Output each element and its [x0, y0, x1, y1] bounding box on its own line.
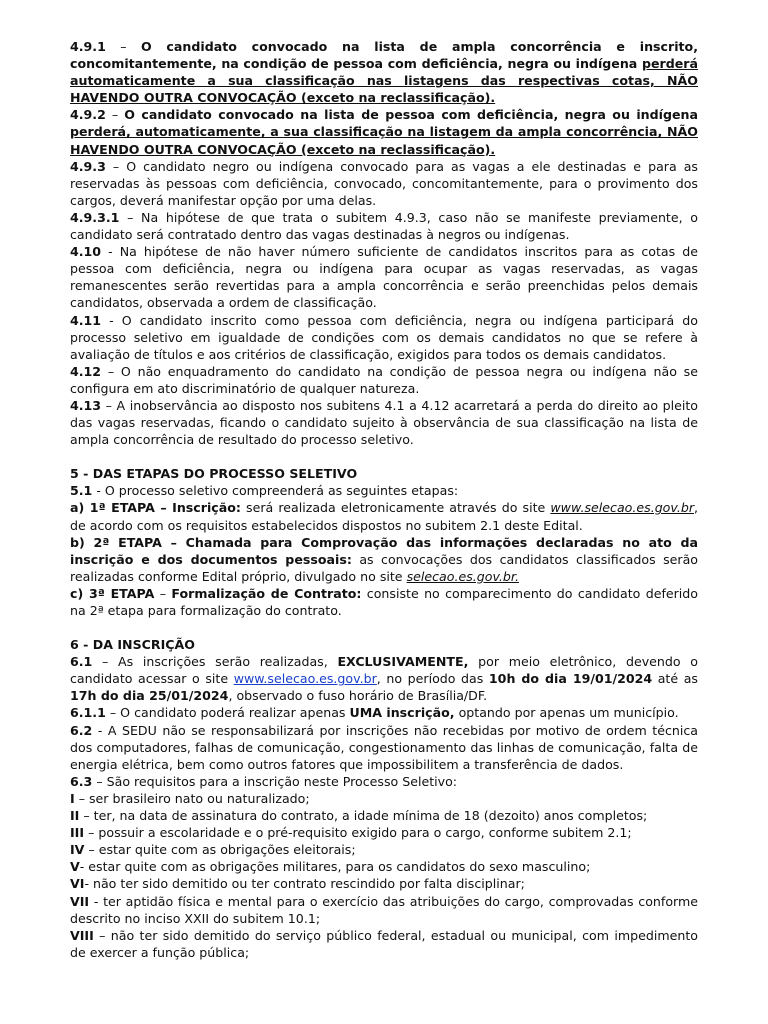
heading-text: 6 - DA INSCRIÇÃO: [70, 637, 195, 653]
paragraph-6-2: [70, 722, 698, 773]
paragraph-text: – A inobservância ao disposto nos subitens 4.1 a 4.12 acarretará a perda do direito ao pleito das vagas reservadas, ficando o candidato sujeito à observância de sua classificação na lista de ampla concorrência de resultado do processo seletivo.: [70, 397, 698, 448]
item-number: 6.2: [70, 722, 93, 738]
paragraph-text: – Na hipótese de que trata o subitem 4.9.3, caso não se manifeste previamente, o candidato será contratado dentro das vagas destinadas à negros ou indígenas.: [70, 209, 698, 243]
roman-numeral: VI: [70, 876, 85, 892]
dash: –: [105, 39, 141, 54]
item-label: c) 3ª ETAPA: [70, 585, 155, 601]
paragraph-text: - O candidato inscrito como pessoa com deficiência, negra ou indígena participará do processo seletivo em igualdade de condições com os demais candidatos no que se refere à avaliação de títulos e aos critérios de classificação, exigidos para todos os demais candidatos.: [70, 312, 698, 362]
paragraph-text: , observado o fuso horário de Brasília/DF.: [228, 688, 488, 704]
bold-text: 17h do dia 25/01/2024: [70, 688, 229, 704]
roman-numeral: I: [70, 790, 75, 806]
requirement-text: – não ter sido demitido do serviço público federal, estadual ou municipal, com impedimento de exercer a função pública;: [70, 927, 698, 960]
item-number: 4.9.3: [70, 158, 106, 174]
paragraph-5-1-b: [70, 534, 698, 585]
requirement-item: [70, 824, 698, 841]
item-number: 6.3: [70, 773, 93, 789]
site-link[interactable]: www.selecao.es.gov.br: [550, 500, 694, 516]
paragraph-6-3: [70, 773, 698, 790]
requirement-item: [70, 841, 698, 858]
paragraph-text: por meio eletrônico, devendo o candidato acessar o site: [70, 654, 698, 687]
paragraph-5-1: [70, 482, 698, 499]
roman-numeral: VIII: [70, 927, 94, 943]
paragraph-4-9-1: [70, 38, 698, 106]
requirement-text: - ter aptidão física e mental para o exercício das atribuições do cargo, comprovadas conforme descrito no inciso XXII do subitem 10.1;: [70, 893, 698, 926]
paragraph-6-1: [70, 653, 698, 704]
paragraph-text: – O não enquadramento do candidato na condição de pessoa negra ou indígena não se configura em ato discriminatório de qualquer natureza.: [70, 363, 698, 396]
paragraph-text: será realizada eletronicamente através do site: [240, 500, 551, 516]
section-5-heading: [70, 465, 698, 482]
item-label: a) 1ª ETAPA – Inscrição:: [70, 500, 241, 516]
item-number: 4.9.3.1: [70, 209, 120, 225]
roman-numeral: II: [70, 808, 80, 824]
item-number: 4.10: [70, 244, 102, 260]
paragraph-text: optando por apenas um município.: [454, 705, 679, 721]
paragraph-text: , no período das: [376, 671, 489, 687]
paragraph-text: – São requisitos para a inscrição neste Processo Seletivo:: [92, 773, 458, 789]
requirement-item: [70, 875, 698, 892]
section-6-heading: [70, 636, 698, 653]
bold-underlined-text: perderá automaticamente a sua classificação nas listagens das respectivas cotas, NÃO HAVENDO OUTRA CONVOCAÇÃO (exceto na reclassificação).: [70, 56, 698, 106]
item-number: 4.9.2: [70, 107, 106, 123]
item-number: 6.1.1: [70, 705, 106, 721]
bold-underlined-text: perderá, automaticamente, a sua classificação na listagem da ampla concorrência, NÃO HAVENDO OUTRA CONVOCAÇÃO (exceto na reclassificação).: [70, 124, 698, 157]
paragraph-text: – O candidato poderá realizar apenas: [105, 705, 350, 721]
paragraph-4-10: [70, 243, 698, 311]
dash: –: [154, 585, 172, 601]
paragraph-4-9-2: [70, 106, 698, 157]
paragraph-text: – As inscrições serão realizadas,: [92, 654, 338, 670]
item-number: 5.1: [70, 483, 93, 499]
requirement-item: [70, 893, 698, 927]
paragraph-4-9-3-1: [70, 209, 698, 243]
requirement-item: [70, 858, 698, 875]
requirement-text: – ter, na data de assinatura do contrato, a idade mínima de 18 (dezoito) anos completos;: [79, 808, 648, 824]
paragraph-5-1-a: [70, 499, 698, 533]
paragraph-text: - O processo seletivo compreenderá as seguintes etapas:: [92, 483, 459, 499]
bold-text: EXCLUSIVAMENTE,: [337, 654, 469, 670]
item-number: 6.1: [70, 654, 93, 670]
bold-text: O candidato convocado na lista de ampla concorrência e inscrito, concomitantemente, na condição de pessoa com deficiência, negra ou indígena: [70, 39, 698, 72]
roman-numeral: V: [70, 859, 80, 875]
roman-numeral: VII: [70, 893, 90, 909]
roman-numeral: III: [70, 825, 85, 841]
requirement-text: – possuir a escolaridade e o pré-requisito exigido para o cargo, conforme subitem 2.1;: [84, 825, 632, 841]
site-link[interactable]: selecao.es.gov.br.: [406, 568, 519, 584]
paragraph-text: , de acordo com os requisitos estabelecidos dispostos no subitem 2.1 deste Edital.: [70, 500, 699, 533]
item-label: b) 2ª ETAPA – Chamada para Comprovação das informações declaradas no ato da inscrição e dos documentos pessoais:: [70, 534, 698, 567]
bold-text: O candidato convocado na lista de pessoa com deficiência, negra ou indígena: [124, 107, 698, 123]
dash: –: [105, 107, 125, 123]
paragraph-text: as convocações dos candidatos classificados serão realizadas conforme Edital próprio, divulgado no site: [70, 551, 699, 584]
item-number: 4.9.1: [70, 39, 106, 54]
requirement-item: [70, 927, 698, 961]
paragraph-text: até as: [652, 671, 698, 687]
item-number: 4.13: [70, 397, 102, 413]
requirement-text: - não ter sido demitido ou ter contrato rescindido por falta disciplinar;: [84, 876, 525, 892]
item-number: 4.11: [70, 312, 102, 328]
paragraph-4-13: [70, 397, 698, 448]
paragraph-6-1-1: [70, 704, 698, 721]
item-number: 4.12: [70, 363, 102, 379]
paragraph-text: – O candidato negro ou indígena convocado para as vagas a ele destinadas e para as reservadas às pessoas com deficiência, convocado, concomitantemente, para o provimento dos cargos, deverá manifestar opção por uma delas.: [70, 158, 698, 208]
requirement-item: [70, 807, 698, 824]
roman-numeral: IV: [70, 842, 85, 858]
paragraph-text: consiste no comparecimento do candidato deferido na 2ª etapa para formalização do contrato.: [70, 585, 699, 618]
item-label: Formalização de Contrato:: [171, 585, 362, 601]
paragraph-4-11: [70, 312, 698, 363]
bold-text: UMA inscrição,: [349, 705, 455, 721]
requirement-text: – ser brasileiro nato ou naturalizado;: [74, 790, 310, 806]
paragraph-5-1-c: [70, 585, 698, 619]
requirement-text: – estar quite com as obrigações eleitorais;: [84, 842, 356, 858]
paragraph-4-9-3: [70, 158, 698, 209]
paragraph-text: - A SEDU não se responsabilizará por inscrições não recebidas por motivo de ordem técnica dos computadores, falhas de comunicação, congestionamento das linhas de comunicação, falta de energia elétrica, bem como outros fatores que impossibilitem a transferência de dados.: [70, 722, 698, 772]
heading-text: 5 - DAS ETAPAS DO PROCESSO SELETIVO: [70, 466, 358, 482]
requirement-text: - estar quite com as obrigações militares, para os candidatos do sexo masculino;: [79, 859, 591, 875]
bold-text: 10h do dia 19/01/2024: [488, 671, 653, 687]
spacer: [70, 448, 698, 465]
paragraph-4-12: [70, 363, 698, 397]
spacer: [70, 619, 698, 636]
paragraph-text: - Na hipótese de não haver número suficiente de candidatos inscritos para as cotas de pessoa com deficiência, negra ou indígena para ocupar as vagas reservadas, as vagas remanescentes serão revertidas para a ampla concorrência e serão preenchidas pelos demais candidatos, observada a ordem de classificação.: [70, 244, 698, 311]
requirement-item: [70, 790, 698, 807]
site-link[interactable]: www.selecao.es.gov.br: [233, 671, 377, 687]
